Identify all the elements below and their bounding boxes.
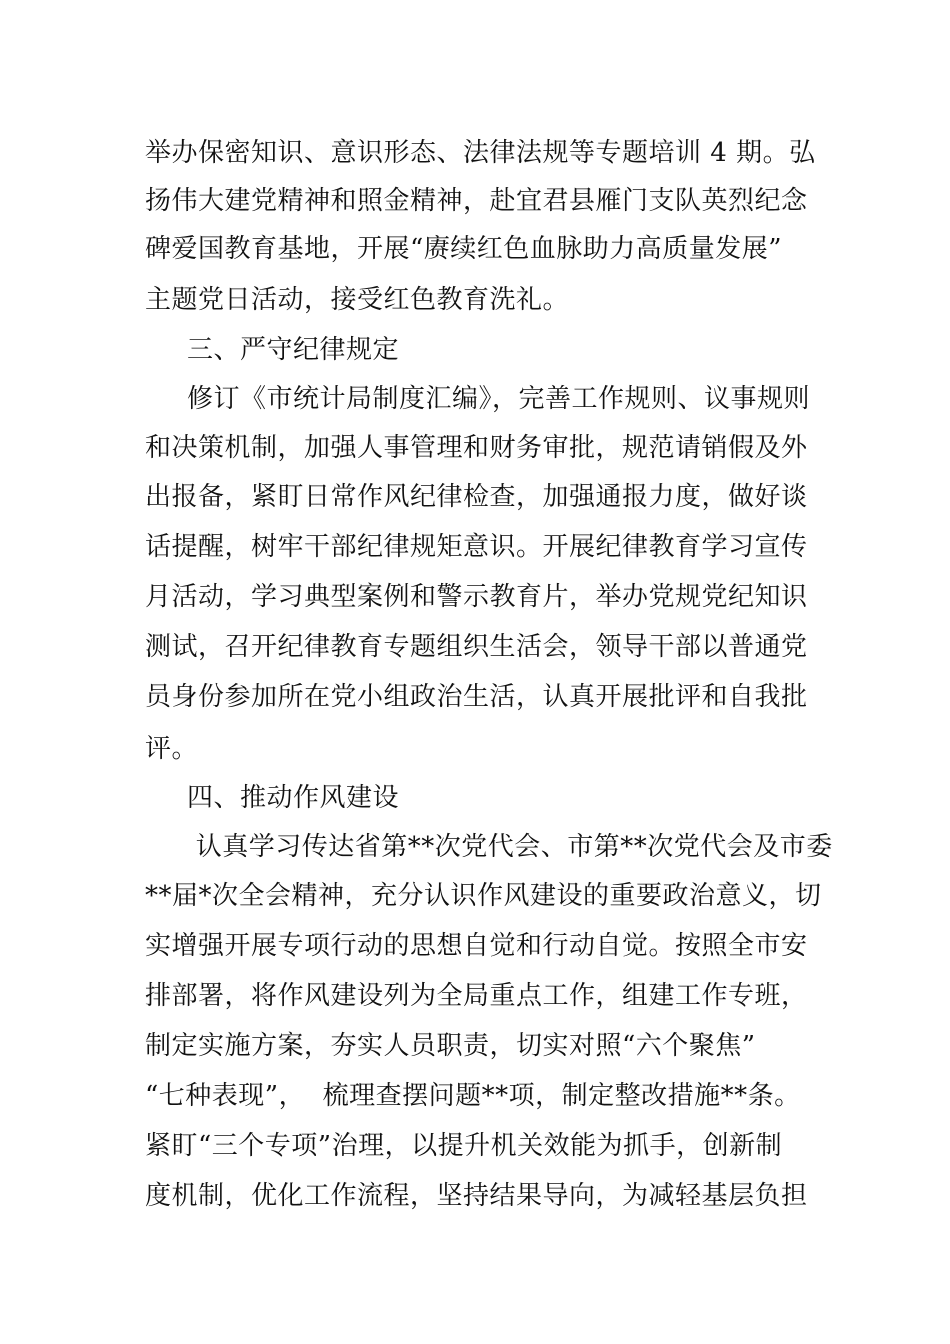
text-line: 认真学习传达省第**次党代会、市第**次党代会及市委 <box>187 832 833 862</box>
text-line: 员身份参加所在党小组政治生活，认真开展批评和自我批 <box>145 682 808 712</box>
text-line: 制定实施方案，夯实人员职责，切实对照“六个聚焦” <box>145 1031 756 1061</box>
text-line: 话提醒，树牢干部纪律规矩意识。开展纪律教育学习宣传 <box>145 532 808 562</box>
text-line: 主题党日活动，接受红色教育洗礼。 <box>145 285 570 315</box>
section-heading: 三、严守纪律规定 <box>187 335 400 365</box>
text-line: 碑爱国教育基地，开展“赓续红色血脉助力高质量发展” <box>145 234 783 264</box>
text-line: 和决策机制，加强人事管理和财务审批，规范请销假及外 <box>145 433 808 463</box>
text-line: 修订《市统计局制度汇编》，完善工作规则、议事规则 <box>187 384 811 414</box>
text-line: 实增强开展专项行动的思想自觉和行动自觉。按照全市安 <box>145 931 808 961</box>
text-line: 度机制，优化工作流程，坚持结果导向，为减轻基层负担 <box>145 1181 808 1211</box>
text-line: 紧盯“三个专项”治理，以提升机关效能为抓手，创新制 <box>145 1131 783 1161</box>
text-line: 排部署，将作风建设列为全局重点工作，组建工作专班， <box>145 981 808 1011</box>
text-line: 月活动，学习典型案例和警示教育片，举办党规党纪知识 <box>145 582 808 612</box>
text-line: “七种表现”， 梳理查摆问题**项，制定整改措施**条。 <box>145 1081 801 1111</box>
text-line: 测试，召开纪律教育专题组织生活会，领导干部以普通党 <box>145 632 808 662</box>
text-line: 举办保密知识、意识形态、法律法规等专题培训 4 期。弘 <box>145 138 816 168</box>
text-line: 扬伟大建党精神和照金精神，赴宜君县雁门支队英烈纪念 <box>145 186 808 216</box>
section-heading: 四、推动作风建设 <box>187 783 400 813</box>
text-line: **届*次全会精神，充分认识作风建设的重要政治意义，切 <box>145 881 822 911</box>
text-line: 出报备，紧盯日常作风纪律检查，加强通报力度，做好谈 <box>145 482 808 512</box>
text-line: 评。 <box>145 734 199 764</box>
